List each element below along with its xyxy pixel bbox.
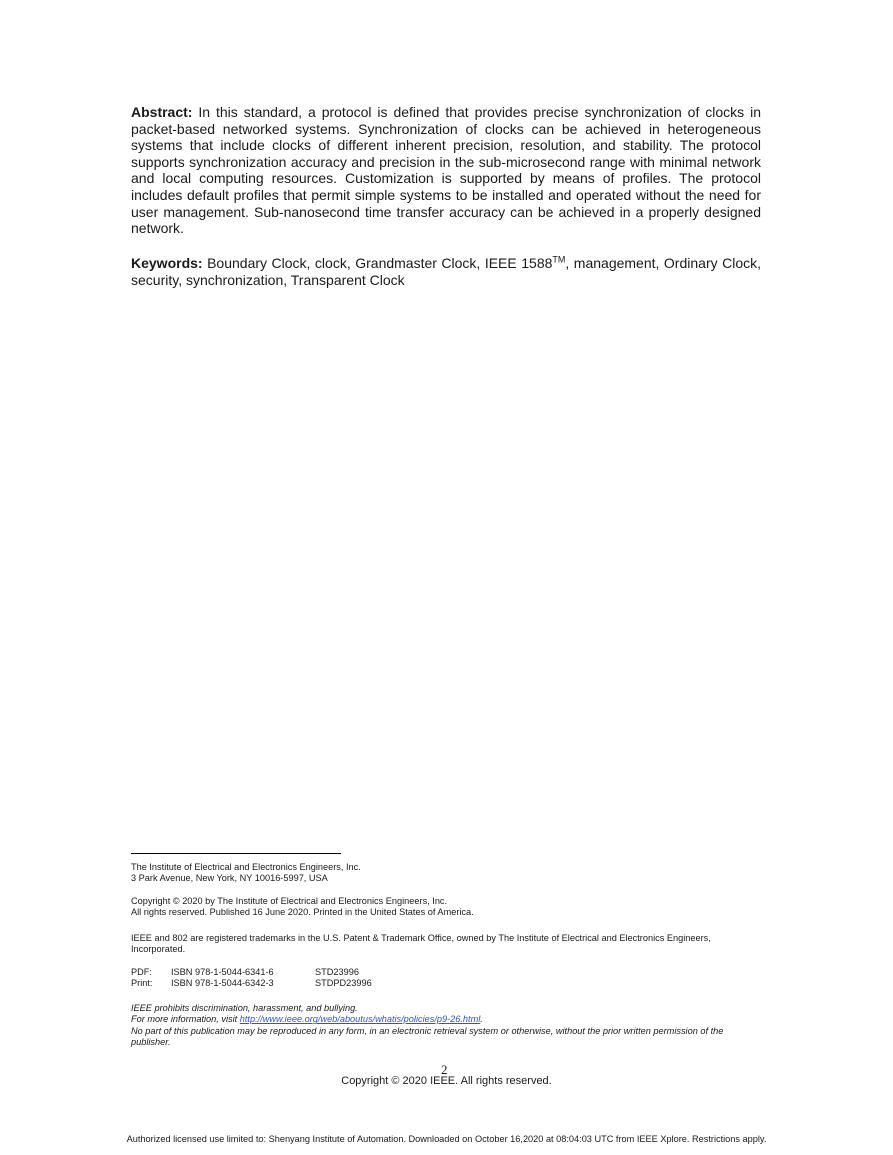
keywords-text-after: , management, Ordinary Clock, security, synchronization, Transparent Clock xyxy=(131,255,762,288)
policy-block xyxy=(131,1003,761,1048)
publisher-address: 3 Park Avenue, New York, NY 10016-5997, USA xyxy=(131,873,328,884)
isbn-code: STDPD23996 xyxy=(315,978,372,989)
isbn-format: PDF: xyxy=(131,967,152,977)
isbn-block xyxy=(131,967,771,990)
policy-link[interactable]: http://www.ieee.org/web/aboutus/whatis/policies/p9-26.html xyxy=(239,1014,481,1025)
copyright-block xyxy=(131,896,771,919)
keywords-paragraph xyxy=(131,255,761,289)
rights-line: All rights reserved. Published 16 June 2020. Printed in the United States of America. xyxy=(131,907,474,918)
trademark-notice: IEEE and 802 are registered trademarks in the U.S. Patent & Trademark Office, owned by The Institute of Electrical and Electronics Engineers, Incorporated. xyxy=(131,933,711,955)
isbn-row-pdf xyxy=(131,967,771,978)
isbn-number: ISBN 978-1-5044-6342-3 xyxy=(171,978,274,989)
policy-line: IEEE prohibits discrimination, harassment, and bullying. xyxy=(131,1003,358,1013)
info-prefix: For more information, visit xyxy=(131,1014,240,1025)
trademark-superscript: TM xyxy=(552,254,566,265)
isbn-code: STD23996 xyxy=(315,967,359,977)
abstract-paragraph xyxy=(131,104,761,237)
abstract-text: In this standard, a protocol is defined that provides precise synchronization of clocks in packet-based networked systems. Synchronization of clocks can be achieved in heterogeneous systems that include clocks of different inherent precision, resolution, and stability. The protocol supports synchronization accuracy and precision in the sub-microsecond range with minimal network and local computing resources. Customization is supported by means of profiles. The protocol includes default profiles that permit simple systems to be installed and operated without the need for user management. Sub-nanosecond time transfer accuracy can be achieved in a properly designed network. xyxy=(131,104,761,237)
info-suffix: . xyxy=(480,1014,483,1025)
page-copyright: Copyright © 2020 IEEE. All rights reserved. xyxy=(341,1075,552,1087)
keywords-text-before: Boundary Clock, clock, Grandmaster Clock, IEEE 1588 xyxy=(202,255,553,271)
isbn-format: Print: xyxy=(131,978,153,989)
publisher-block xyxy=(131,862,771,885)
footnote-divider xyxy=(131,853,341,854)
authorized-use-notice: Authorized licensed use limited to: Shenyang Institute of Automation. Downloaded on October 16,2020 at 08:04:03 UTC from IEEE Xplore. Restrictions apply. xyxy=(126,1134,767,1144)
page-number: 2 xyxy=(441,1062,448,1077)
trademark-block xyxy=(131,933,761,956)
keywords-label: Keywords: xyxy=(131,255,203,271)
abstract-label: Abstract: xyxy=(131,104,193,120)
copyright-line: Copyright © 2020 by The Institute of Electrical and Electronics Engineers, Inc. xyxy=(131,896,448,906)
isbn-number: ISBN 978-1-5044-6341-6 xyxy=(171,967,274,977)
info-line xyxy=(131,1014,761,1025)
isbn-row-print xyxy=(131,978,771,989)
publisher-name: The Institute of Electrical and Electronics Engineers, Inc. xyxy=(131,862,361,872)
reproduction-notice: No part of this publication may be reproduced in any form, in an electronic retrieval system or otherwise, without the prior written permission of the publisher. xyxy=(131,1025,724,1047)
